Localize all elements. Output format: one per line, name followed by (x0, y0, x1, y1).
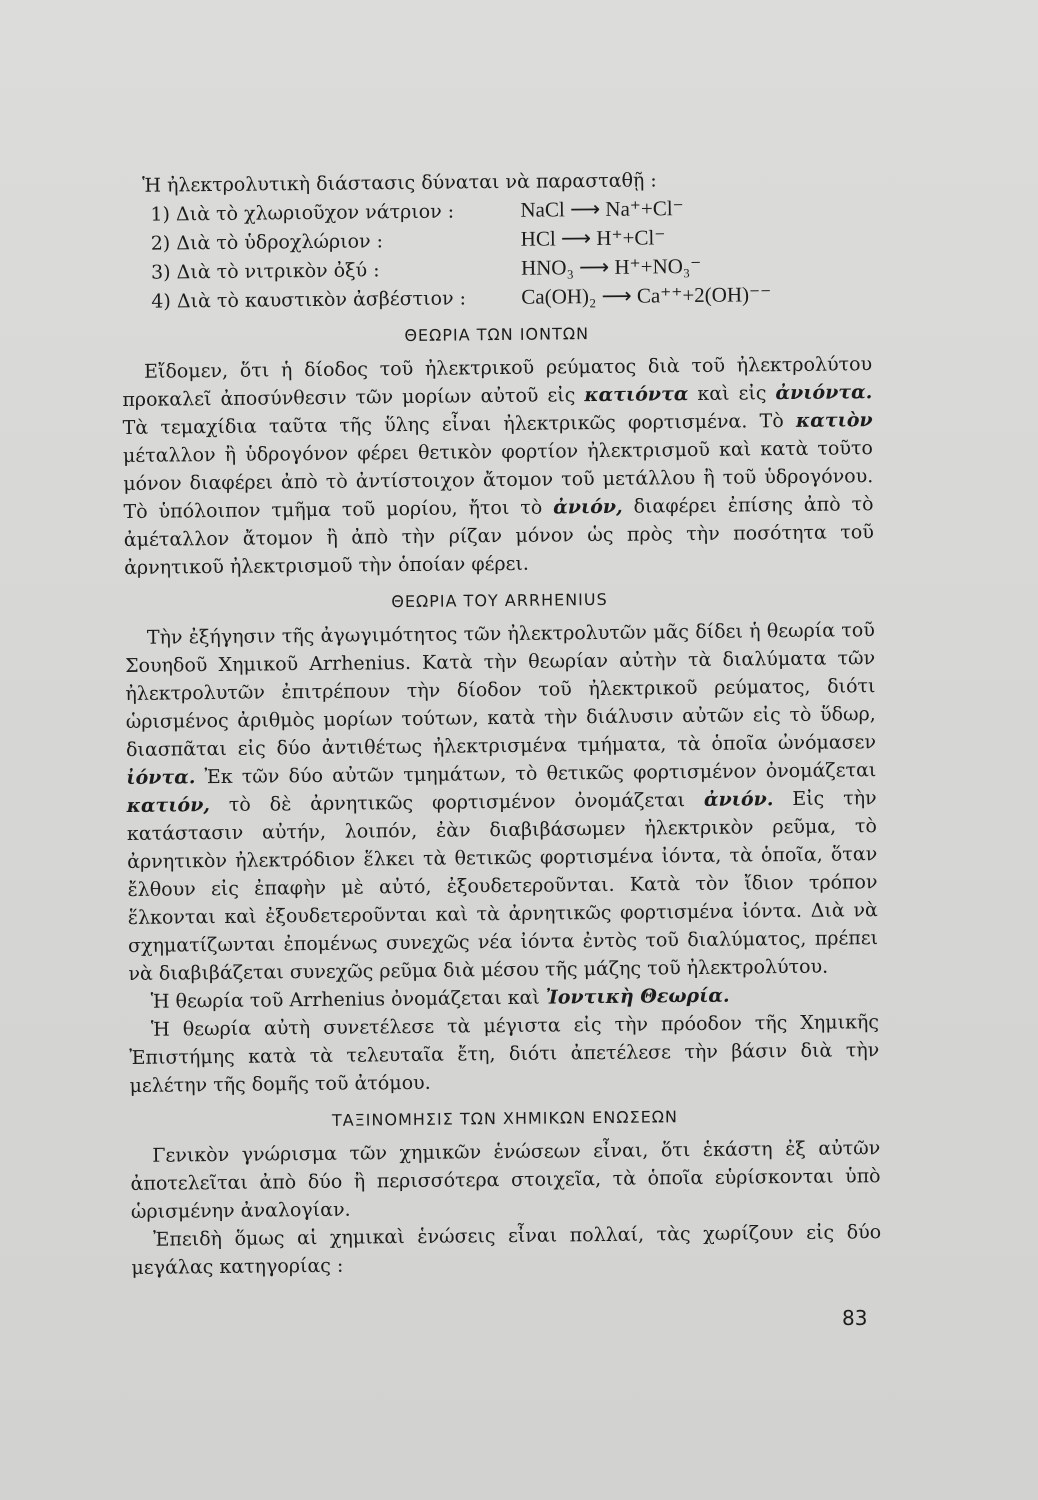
text-run: Τὴν ἐξήγησιν τῆς ἀγωγιμότητος τῶν ἠλεκτρολυτῶν μᾶς δίδει ἡ θεωρία τοῦ Σουηδοῦ Χημικοῦ Arrhenius. Κατὰ τὴν θεωρίαν αὐτὴν τὰ διαλύματα τῶν ἠλεκτρολυτῶν ἐπιτρέπουν τὴν δίοδον τοῦ ἠλεκτρικοῦ ρεύματος, διότι ὡρισμένος ἀριθμὸς μορίων τούτων, κατὰ τὴν διάλυσιν αὐτῶν εἰς τὸ ὕδωρ, διασπᾶται εἰς δύο ἀντιθέτως ἠλεκτρισμένα τμήματα, τὰ ὁποῖα ὠνόμασεν (125, 619, 877, 761)
term-emphasis: ἀνιόν. (703, 788, 774, 811)
text-run: Ἡ θεωρία τοῦ Arrhenius ὀνομάζεται καὶ (150, 986, 546, 1013)
reaction-list (120, 192, 871, 316)
reaction-equation: HNO₃ ⟶ H⁺+NO₃⁻ (520, 253, 702, 280)
term-emphasis: ἰόντα. (126, 766, 196, 789)
term-emphasis: Ἰοντικὴ Θεωρία. (545, 984, 730, 1009)
reaction-label: 1) Διὰ τὸ χλωριοῦχον νάτριον : (150, 200, 455, 226)
term-emphasis: ἀνιόντα. (775, 381, 873, 405)
text-run: Εἴδομεν, ὅτι ἡ δίοδος τοῦ ἠλεκτρικοῦ ρεύματος διὰ τοῦ ἠλεκτρολύτου προκαλεῖ ἀποσύνθεσιν τῶν μορίων αὐτοῦ εἰς (122, 353, 873, 411)
section-heading-arrhenius: ΘΕΩΡΙΑ ΤΟΥ ARRHENIUS (391, 589, 608, 612)
intro-line: Ἡ ἠλεκτρολυτικὴ διάστασις δύναται νὰ παρασταθῇ : (142, 169, 657, 197)
text-run: Τὰ τεμαχίδια ταῦτα τῆς ὕλης εἶναι ἠλεκτρικῶς φορτισμένα. Τὸ (122, 409, 797, 439)
reaction-label: 4) Διὰ τὸ καυστικὸν ἀσβέστιον : (151, 287, 467, 313)
text-run: μέταλλον ἢ ὑδρογόνον φέρει θετικὸν φορτίον ἠλεκτρισμοῦ καὶ κατὰ τοῦτο μόνον διαφέρει ἀπὸ τὸ ἀντίστοιχον ἄτομον τοῦ μετάλλου ἢ τοῦ ὑδρογόνου. Τὸ ὑπόλοιπον τμῆμα τοῦ μορίου, ἤτοι τὸ (122, 437, 874, 523)
text-run: Ἐκ τῶν δύο αὐτῶν τμημάτων, τὸ θετικῶς φορτισμένον ὀνομάζεται (195, 759, 877, 789)
page-content (120, 164, 882, 1282)
text-run: Εἰς τὴν κατάστασιν αὐτήν, λοιπόν, ἐὰν διαβιβάσωμεν ἠλεκτρικὸν ρεῦμα, τὸ ἀρνητικὸν ἠλεκτρόδιον ἕλκει τὰ θετικῶς φορτισμένα ἰόντα, τὰ ὁποῖα, ὅταν ἔλθουν εἰς ἐπαφὴν μὲ αὐτό, ἐξουδετεροῦνται. Κατὰ τὸν ἴδιον τρόπον ἕλκονται καὶ ἐξουδετεροῦνται καὶ τὰ ἀρνητικῶς φορτισμένα ἰόντα. Διὰ νὰ σχηματίζωνται ἐπομένως συνεχῶς νέα ἰόντα ἐντὸς τοῦ διαλύματος, πρέπει νὰ διαβιβάζεται συνεχῶς ρεῦμα διὰ μέσου τῆς μάζης τοῦ ἠλεκτρολύτου. (126, 787, 879, 985)
term-emphasis: κατιόν, (126, 794, 211, 817)
page-number: 83 (842, 1306, 868, 1330)
ion-theory-paragraph (122, 350, 874, 582)
reaction-equation: NaCl ⟶ Na⁺+Cl⁻ (520, 196, 684, 222)
section-heading-classification: ΤΑΞΙΝΟΜΗΣΙΣ ΤΩΝ ΧΗΜΙΚΩΝ ΕΝΩΣΕΩΝ (331, 1107, 679, 1130)
classification-paragraph: Γενικὸν γνώρισμα τῶν χημικῶν ἑνώσεων εἶναι, ὅτι ἑκάστη ἐξ αὐτῶν ἀποτελεῖται ἀπὸ δύο ἢ περισσότερα στοιχεῖα, τὰ ὁποῖα εὑρίσκονται ὑπὸ ὡρισμένην ἀναλογίαν. (130, 1137, 881, 1223)
reaction-equation: HCl ⟶ H⁺+Cl⁻ (520, 225, 666, 251)
reaction-equation: Ca(OH)₂ ⟶ Ca⁺⁺+2(OH)⁻⁻ (521, 282, 772, 309)
theory-impact-paragraph: Ἡ θεωρία αὐτὴ συνετέλεσε τὰ μέγιστα εἰς τὴν πρόοδον τῆς Χημικῆς Ἐπιστήμης κατὰ τὰ τελευταῖα ἔτη, διότι ἀπετέλεσε τὴν βάσιν διὰ τὴν μελέτην τῆς δομῆς τοῦ ἀτόμου. (129, 1011, 880, 1097)
term-emphasis: κατιόντα (584, 383, 689, 407)
reaction-label: 3) Διὰ τὸ νιτρικὸν ὀξύ : (150, 259, 380, 284)
term-emphasis: κατιὸν (795, 409, 873, 432)
text-run: καὶ εἰς (688, 382, 776, 406)
arrhenius-paragraph (125, 616, 879, 988)
text-run: τὸ δὲ ἀρνητικῶς φορτισμένον ὀνομάζεται (209, 788, 705, 817)
section-heading-ion-theory: ΘΕΩΡΙΑ ΤΩΝ ΙΟΝΤΩΝ (404, 324, 590, 346)
term-emphasis: ἀνιόν, (553, 495, 623, 519)
reaction-label: 2) Διὰ τὸ ὑδροχλώριον : (150, 230, 384, 255)
text-run: διαφέρει ἐπίσης ἀπὸ τὸ ἀμέταλλον ἄτομον ἢ ἀπὸ τὴν ρίζαν μόνον ὡς πρὸς τὴν ποσότητα τοῦ ἀρνητικοῦ ἠλεκτρισμοῦ τὴν ὁποίαν φέρει. (123, 493, 874, 579)
categories-paragraph: Ἐπειδὴ ὅμως αἱ χημικαὶ ἑνώσεις εἶναι πολλαί, τὰς χωρίζουν εἰς δύο μεγάλας κατηγορίας : (131, 1221, 882, 1279)
